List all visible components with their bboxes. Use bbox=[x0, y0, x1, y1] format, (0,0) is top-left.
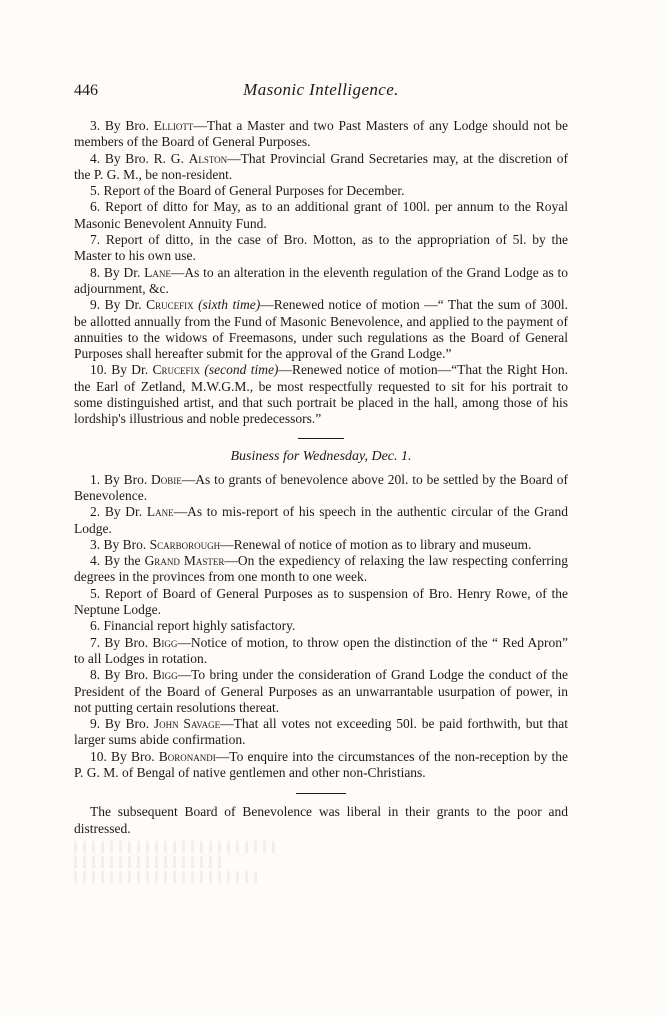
agenda-item bbox=[74, 586, 568, 619]
item-number: 2. bbox=[90, 504, 101, 520]
item-number: 9. bbox=[90, 297, 101, 313]
item-number: 7. bbox=[90, 634, 101, 650]
item-number: 3. bbox=[90, 118, 101, 133]
agenda-item bbox=[74, 199, 568, 232]
item-number: 1. bbox=[90, 471, 101, 487]
item-number: 5. bbox=[90, 585, 101, 601]
item-text: —That a Master and two Past Masters of any Lodge should not be members of the Board of General Purposes. bbox=[74, 118, 569, 150]
closing-divider bbox=[296, 793, 346, 794]
item-text-lead: By Bro. bbox=[104, 667, 153, 683]
item-number: 8. bbox=[90, 264, 101, 280]
item-proposer-name: Grand Master bbox=[144, 553, 225, 569]
agenda-item bbox=[74, 667, 568, 716]
item-number: 4. bbox=[90, 150, 101, 166]
agenda-item bbox=[74, 265, 568, 298]
section-heading: Business for Wednesday, Dec. 1. bbox=[230, 448, 412, 464]
item-number: 10. bbox=[90, 748, 107, 764]
item-note: (second time) bbox=[204, 362, 279, 378]
item-proposer-name: Lane bbox=[146, 504, 174, 520]
section-divider bbox=[298, 438, 344, 439]
item-text: —As to mis-report of his speech in the authentic circular of the Grand Lodge. bbox=[74, 504, 569, 536]
item-text: —Renewed notice of motion —“ That the sum of 300l. be allotted annually from the Fund of Masonic Benevolence, and applied to the payment of annuities to the widows of Freemasons, under such regulations as the Board of General Purposes shall hereafter submit for the approval of the Grand Lodge.” bbox=[74, 297, 569, 362]
item-text-lead: By Bro. bbox=[103, 536, 150, 552]
agenda-item bbox=[74, 118, 568, 151]
page-header bbox=[74, 80, 568, 106]
item-text-lead: By Bro. bbox=[104, 716, 154, 732]
item-proposer-name: Crucefix bbox=[146, 297, 194, 313]
agenda-item bbox=[74, 618, 568, 634]
first-agenda-list bbox=[74, 118, 568, 428]
item-text: —Renewed notice of motion—“That the Right Hon. the Earl of Zetland, M.W.G.M., be most respectfully requested to sit for his portrait to some distinguished artist, and that such portrait be placed in the hall, among those of his lordship's illustrious and noble predecessors.” bbox=[74, 362, 568, 427]
item-proposer-name: Elliott bbox=[153, 118, 194, 133]
agenda-item bbox=[74, 749, 568, 782]
item-text-lead: By the bbox=[104, 553, 145, 569]
agenda-item bbox=[74, 716, 568, 749]
page-number: 446 bbox=[74, 82, 98, 99]
second-agenda-list bbox=[74, 472, 568, 782]
agenda-item bbox=[74, 504, 568, 537]
item-text-lead: Financial report highly satisfactory. bbox=[103, 618, 296, 634]
item-text-lead: By Bro. bbox=[111, 748, 159, 764]
item-number: 3. bbox=[90, 536, 101, 552]
agenda-item bbox=[74, 232, 568, 265]
item-text-lead: Report of Board of General Purposes as to suspension of Bro. Henry Rowe, of the Neptune Lodge. bbox=[74, 585, 568, 618]
item-text-lead: By Bro. bbox=[104, 118, 154, 133]
show-through-texture bbox=[74, 841, 568, 883]
item-text-lead: By Dr. bbox=[103, 264, 145, 280]
item-proposer-name: John Savage bbox=[153, 716, 221, 732]
item-proposer-name: Alston bbox=[188, 150, 228, 166]
item-number: 8. bbox=[90, 667, 101, 683]
agenda-item bbox=[74, 362, 568, 427]
item-text-lead: By Dr. bbox=[104, 297, 147, 313]
item-number: 5. bbox=[90, 183, 101, 199]
item-text-lead: By Bro. bbox=[104, 634, 153, 650]
item-number: 6. bbox=[90, 618, 101, 634]
item-note: (sixth time) bbox=[198, 297, 261, 313]
agenda-item bbox=[74, 151, 568, 184]
item-proposer-name: Dobie bbox=[151, 471, 182, 487]
item-text: —As to grants of benevolence above 20l. to be settled by the Board of Benevolence. bbox=[74, 471, 568, 503]
item-text-lead: Report of the Board of General Purposes for December. bbox=[103, 183, 405, 199]
agenda-item bbox=[74, 472, 568, 505]
item-proposer-name: Scarborough bbox=[149, 536, 221, 552]
item-text: —To bring under the consideration of Grand Lodge the conduct of the President of the Board of General Purposes as an unwarrantable usurpation of power, in not putting certain resolutions thereat. bbox=[74, 667, 568, 715]
item-text: —On the expediency of relaxing the law respecting conferring degrees in the provinces from one month to one week. bbox=[74, 553, 568, 585]
item-number: 4. bbox=[90, 553, 101, 569]
item-text-lead: By Bro. R. G. bbox=[104, 150, 189, 166]
item-number: 9. bbox=[90, 716, 101, 732]
item-text-lead: Report of ditto, in the case of Bro. Motton, as to the appropriation of 5l. by the Master to his own use. bbox=[74, 232, 568, 264]
agenda-item bbox=[74, 553, 568, 586]
item-text: —Renewal of notice of motion as to library and museum. bbox=[220, 536, 532, 552]
item-text: —That Provincial Grand Secretaries may, at the discretion of the P. G. M., be non-resident. bbox=[74, 150, 569, 182]
item-text-lead: Report of ditto for May, as to an additional grant of 100l. per annum to the Royal Masonic Benevolent Annuity Fund. bbox=[74, 199, 569, 231]
item-text-lead: By Bro. bbox=[103, 471, 152, 487]
item-number: 7. bbox=[90, 232, 101, 248]
item-proposer-name: Bigg bbox=[152, 634, 178, 650]
running-title: Masonic Intelligence. bbox=[243, 80, 399, 99]
item-text-lead: By Dr. bbox=[111, 362, 153, 378]
agenda-item bbox=[74, 297, 568, 362]
item-number: 6. bbox=[90, 199, 101, 215]
closing-paragraph: The subsequent Board of Benevolence was liberal in their grants to the poor and distressed. bbox=[74, 804, 568, 836]
item-proposer-name: Boronandi bbox=[158, 748, 216, 764]
item-number: 10. bbox=[90, 362, 107, 378]
item-text-lead: By Dr. bbox=[104, 504, 147, 520]
item-proposer-name: Lane bbox=[144, 264, 171, 280]
agenda-item bbox=[74, 537, 568, 553]
item-text: —To enquire into the circumstances of the non-reception by the P. G. M. of Bengal of native gentlemen and other non-Christians. bbox=[74, 748, 568, 780]
item-proposer-name: Bigg bbox=[152, 667, 178, 683]
item-text: —As to an alteration in the eleventh regulation of the Grand Lodge as to adjournment, &c. bbox=[74, 264, 569, 296]
agenda-item bbox=[74, 635, 568, 668]
item-proposer-name: Crucefix bbox=[152, 362, 201, 378]
item-text: —That all votes not exceeding 50l. be paid forthwith, but that larger sums abide confirmation. bbox=[74, 716, 568, 748]
item-text: —Notice of motion, to throw open the distinction of the “ Red Apron” to all Lodges in rotation. bbox=[74, 634, 568, 666]
agenda-item bbox=[74, 183, 568, 199]
